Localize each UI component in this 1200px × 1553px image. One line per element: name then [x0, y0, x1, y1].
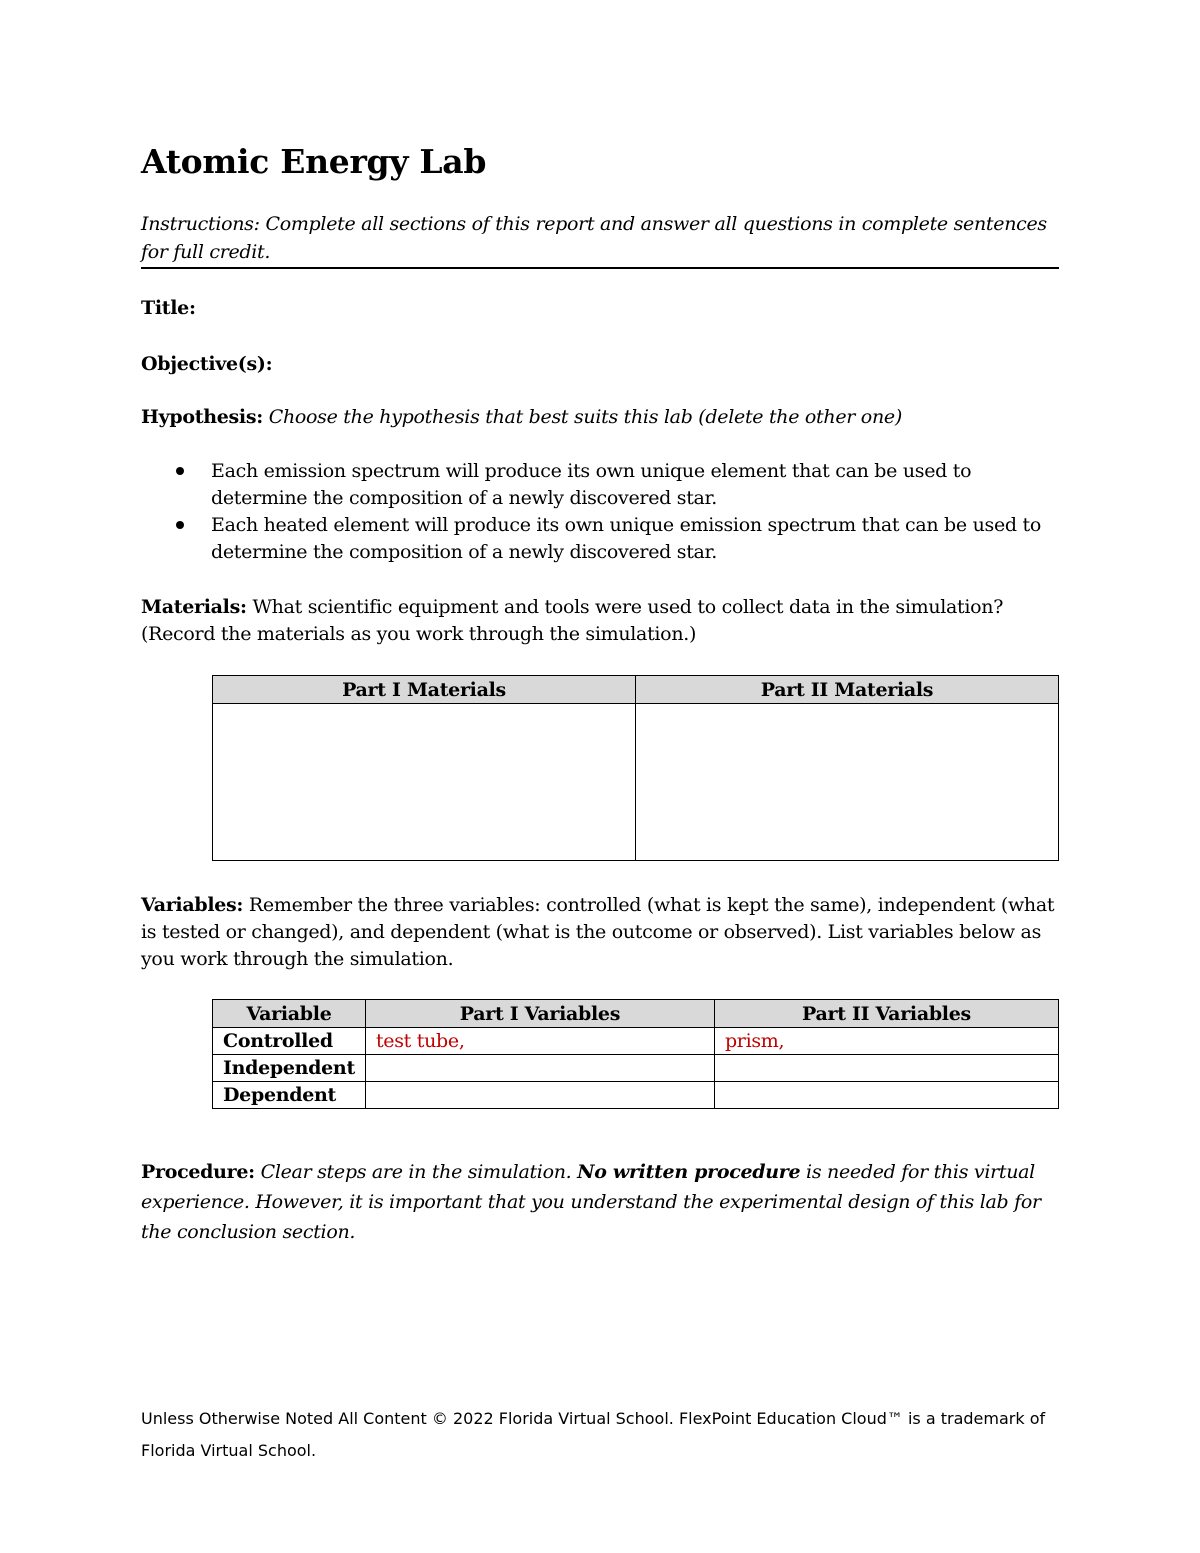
- materials-section: [141, 594, 1059, 648]
- row-label-independent: Independent: [213, 1055, 366, 1082]
- variables-header-variable: Variable: [213, 1000, 366, 1028]
- hypothesis-option-2[interactable]: [141, 512, 1059, 566]
- bullet-icon: [176, 521, 184, 529]
- hypothesis-option-1[interactable]: [141, 458, 1059, 512]
- procedure-text-bold: No written procedure: [577, 1161, 801, 1183]
- procedure-text-b: is needed for this virtual experience. However, it is important that you understand the experimental design of this lab for the conclusion section.: [141, 1161, 1041, 1243]
- page-title: Atomic Energy Lab: [141, 142, 487, 181]
- table-row: [213, 1082, 1059, 1109]
- variables-text: Remember the three variables: controlled (what is kept the same), independent (what is tested or changed), and dependent (what is the outcome or observed). List variables below as you work through the simulation.: [141, 894, 1055, 970]
- controlled-part1-cell[interactable]: test tube,: [365, 1028, 714, 1055]
- bullet-icon: [176, 467, 184, 475]
- variables-label: Variables:: [141, 894, 244, 916]
- hypothesis-option-text: Each emission spectrum will produce its own unique element that can be used to determine the composition of a newly discovered star.: [211, 460, 972, 509]
- materials-text: What scientific equipment and tools were used to collect data in the simulation? (Record the materials as you work through the simulation.): [141, 596, 1004, 645]
- dependent-part2-cell[interactable]: [714, 1082, 1058, 1109]
- hypothesis-list: [141, 458, 1059, 566]
- materials-header-part1: Part I Materials: [213, 676, 636, 704]
- title-field[interactable]: [141, 294, 196, 322]
- objectives-field[interactable]: [141, 350, 272, 378]
- table-row: [213, 1055, 1059, 1082]
- variables-header-part2: Part II Variables: [714, 1000, 1058, 1028]
- variables-section: [141, 892, 1059, 973]
- dependent-part1-cell[interactable]: [365, 1082, 714, 1109]
- procedure-label: Procedure:: [141, 1161, 255, 1183]
- row-label-controlled: Controlled: [213, 1028, 366, 1055]
- procedure-text-a: Clear steps are in the simulation.: [260, 1161, 572, 1183]
- hypothesis-field: [141, 403, 902, 431]
- document-page: [141, 0, 1059, 1553]
- hypothesis-instruction: Choose the hypothesis that best suits this lab (delete the other one): [268, 406, 902, 428]
- row-label-dependent: Dependent: [213, 1082, 366, 1109]
- controlled-part2-cell[interactable]: prism,: [714, 1028, 1058, 1055]
- independent-part1-cell[interactable]: [365, 1055, 714, 1082]
- hypothesis-label: Hypothesis:: [141, 406, 263, 428]
- table-row: [213, 1028, 1059, 1055]
- title-label: Title:: [141, 297, 196, 319]
- procedure-section: [141, 1157, 1059, 1247]
- objectives-label: Objective(s):: [141, 353, 273, 375]
- materials-table: [212, 675, 1059, 861]
- materials-header-part2: Part II Materials: [636, 676, 1059, 704]
- variables-table: [212, 999, 1059, 1109]
- instructions-text: Instructions: Complete all sections of this report and answer all questions in complete sentences for full credit.: [141, 210, 1059, 269]
- materials-label: Materials:: [141, 596, 247, 618]
- materials-cell-part2[interactable]: [636, 704, 1059, 861]
- footer-copyright: Unless Otherwise Noted All Content © 2022 Florida Virtual School. FlexPoint Education Cloud™ is a trademark of Florida Virtual School.: [141, 1409, 1046, 1460]
- hypothesis-option-text: Each heated element will produce its own unique emission spectrum that can be used to determine the composition of a newly discovered star.: [211, 514, 1042, 563]
- materials-cell-part1[interactable]: [213, 704, 636, 861]
- variables-header-part1: Part I Variables: [365, 1000, 714, 1028]
- independent-part2-cell[interactable]: [714, 1055, 1058, 1082]
